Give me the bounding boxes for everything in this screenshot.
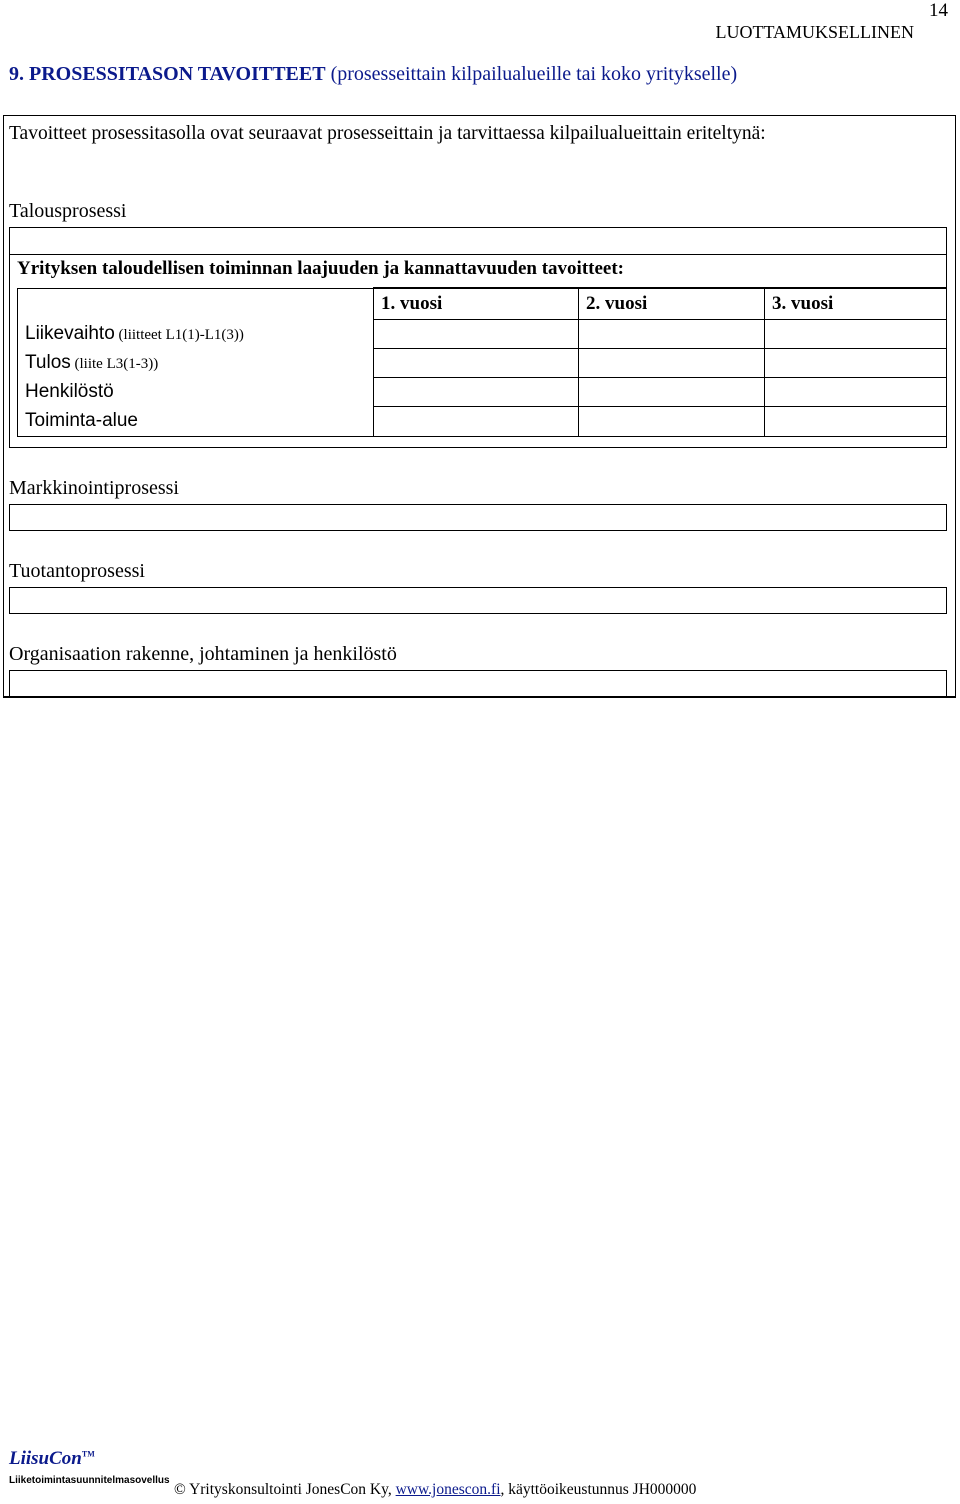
cell-henkilosto-year-3[interactable]: [765, 377, 947, 406]
tuotanto-field[interactable]: [9, 587, 947, 614]
heading-number-title: 9. PROSESSITASON TAVOITTEET: [9, 63, 326, 85]
section-label-talous: Talousprosessi: [9, 200, 127, 222]
section-label-organisaatio: Organisaation rakenne, johtaminen ja henkilöstö: [9, 643, 397, 665]
row-label-note: (liitteet L1(1)-L1(3)): [114, 326, 244, 343]
logo-text: LiisuCon: [9, 1448, 82, 1469]
footer-subtitle: Liiketoimintasuunnitelmasovellus: [9, 1475, 170, 1486]
col-header-year-2: 2. vuosi: [579, 288, 765, 319]
trademark-mark: TM: [81, 1449, 95, 1459]
cell-toiminta-alue-year-2[interactable]: [579, 406, 765, 436]
cell-liikevaihto-year-3[interactable]: [765, 319, 947, 348]
row-label-henkilosto: [18, 377, 374, 406]
copyright-suffix: , käyttöoikeustunnus JH000000: [500, 1481, 697, 1498]
cell-tulos-year-3[interactable]: [765, 348, 947, 377]
website-link[interactable]: www.jonescon.fi: [395, 1481, 501, 1498]
cell-henkilosto-year-2[interactable]: [579, 377, 765, 406]
financial-table: [17, 287, 947, 437]
intro-text: Tavoitteet prosessitasolla ovat seuraavat prosesseittain ja tarvittaessa kilpailualueittain eriteltynä:: [9, 123, 766, 144]
copyright-prefix: © Yrityskonsultointi JonesCon Ky,: [174, 1481, 396, 1498]
cell-toiminta-alue-year-3[interactable]: [765, 406, 947, 436]
footer-copyright: [174, 1481, 696, 1499]
section-label-tuotanto: Tuotantoprosessi: [9, 560, 145, 582]
financial-title: Yrityksen taloudellisen toiminnan laajuuden ja kannattavuuden tavoitteet:: [17, 258, 625, 279]
cell-liikevaihto-year-1[interactable]: [374, 319, 579, 348]
row-label-text: Tulos: [25, 351, 71, 373]
row-label-note: (liite L3(1-3)): [70, 355, 159, 372]
row-label-text: Toiminta-alue: [25, 409, 138, 431]
row-label-toiminta-alue: [18, 406, 374, 436]
confidential-label: LUOTTAMUKSELLINEN: [715, 22, 914, 42]
cell-tulos-year-1[interactable]: [374, 348, 579, 377]
col-header-year-1: 1. vuosi: [374, 288, 579, 319]
cell-tulos-year-2[interactable]: [579, 348, 765, 377]
organisaatio-field[interactable]: [9, 670, 947, 697]
talous-divider: [9, 254, 947, 255]
cell-toiminta-alue-year-1[interactable]: [374, 406, 579, 436]
page-number: 14: [929, 0, 948, 21]
markkinointi-field[interactable]: [9, 504, 947, 531]
footer-logo: [9, 1448, 95, 1470]
col-header-year-3: 3. vuosi: [765, 288, 947, 319]
table-corner-cell: [18, 288, 374, 319]
row-label-text: Liikevaihto: [25, 322, 115, 344]
row-label-liikevaihto: [18, 319, 374, 348]
section-label-markkinointi: Markkinointiprosessi: [9, 477, 179, 499]
row-label-text: Henkilöstö: [25, 380, 114, 402]
row-label-tulos: [18, 348, 374, 377]
section-heading: [9, 63, 737, 86]
cell-henkilosto-year-1[interactable]: [374, 377, 579, 406]
cell-liikevaihto-year-2[interactable]: [579, 319, 765, 348]
heading-subtitle: (prosesseittain kilpailualueille tai koko yritykselle): [325, 63, 738, 85]
